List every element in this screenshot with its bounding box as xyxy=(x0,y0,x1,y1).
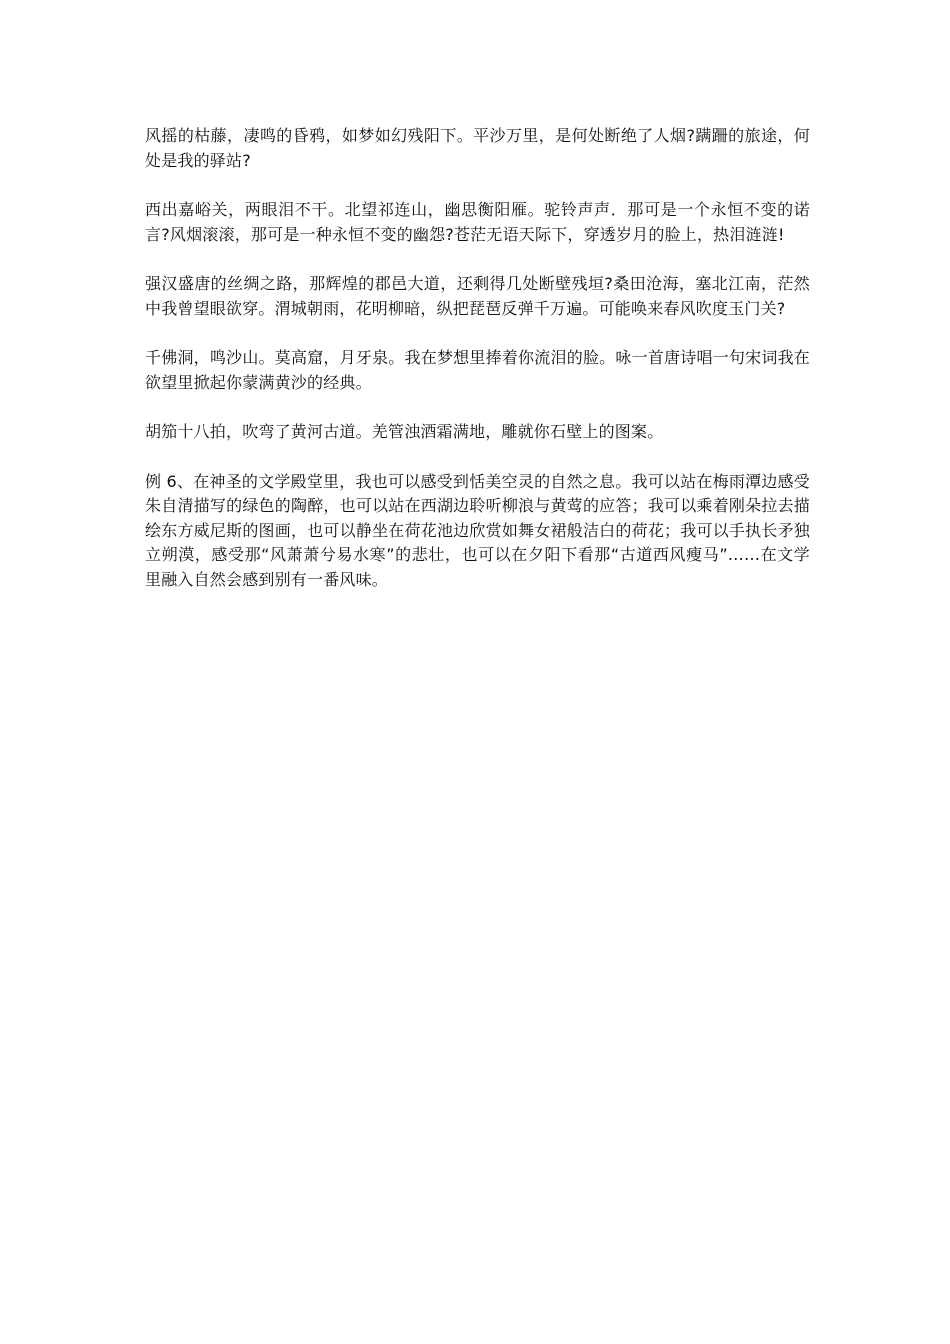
paragraph-4: 千佛洞，鸣沙山。莫高窟，月牙泉。我在梦想里捧着你流泪的脸。咏一首唐诗唱一句宋词我在欲望里掀起你蒙满黄沙的经典。 xyxy=(145,348,810,392)
document-body xyxy=(145,124,810,617)
paragraph-6: 例 6、在神圣的文学殿堂里，我也可以感受到恬美空灵的自然之息。我可以站在梅雨潭边感受朱自清描写的绿色的陶醉，也可以站在西湖边聆听柳浪与黄莺的应答；我可以乘着刚朵拉去描绘东方威尼斯的图画，也可以静坐在荷花池边欣赏如舞女裙般洁白的荷花；我可以手执长矛独立朔漠，感受那“风萧萧兮易水寒”的悲壮，也可以在夕阳下看那“古道西风瘦马”……在文学里融入自然会感到别有一番风味。 xyxy=(145,471,810,589)
paragraph-1: 风摇的枯藤，凄鸣的昏鸦，如梦如幻残阳下。平沙万里，是何处断绝了人烟?蹒跚的旅途，何处是我的驿站? xyxy=(145,126,810,170)
paragraph-3: 强汉盛唐的丝绸之路，那辉煌的郡邑大道，还剩得几处断壁残垣?桑田沧海，塞北江南，茫然中我曾望眼欲穿。渭城朝雨，花明柳暗，纵把琵琶反弹千万遍。可能唤来春风吹度玉门关? xyxy=(145,274,810,318)
paragraph-5: 胡笳十八拍，吹弯了黄河古道。羌管浊酒霜满地，雕就你石壁上的图案。 xyxy=(145,422,664,441)
paragraph-2: 西出嘉峪关，两眼泪不干。北望祁连山，幽思衡阳雁。驼铃声声．那可是一个永恒不变的诺言?风烟滚滚，那可是一种永恒不变的幽怨?苍茫无语天际下，穿透岁月的脸上，热泪涟涟! xyxy=(145,200,810,244)
